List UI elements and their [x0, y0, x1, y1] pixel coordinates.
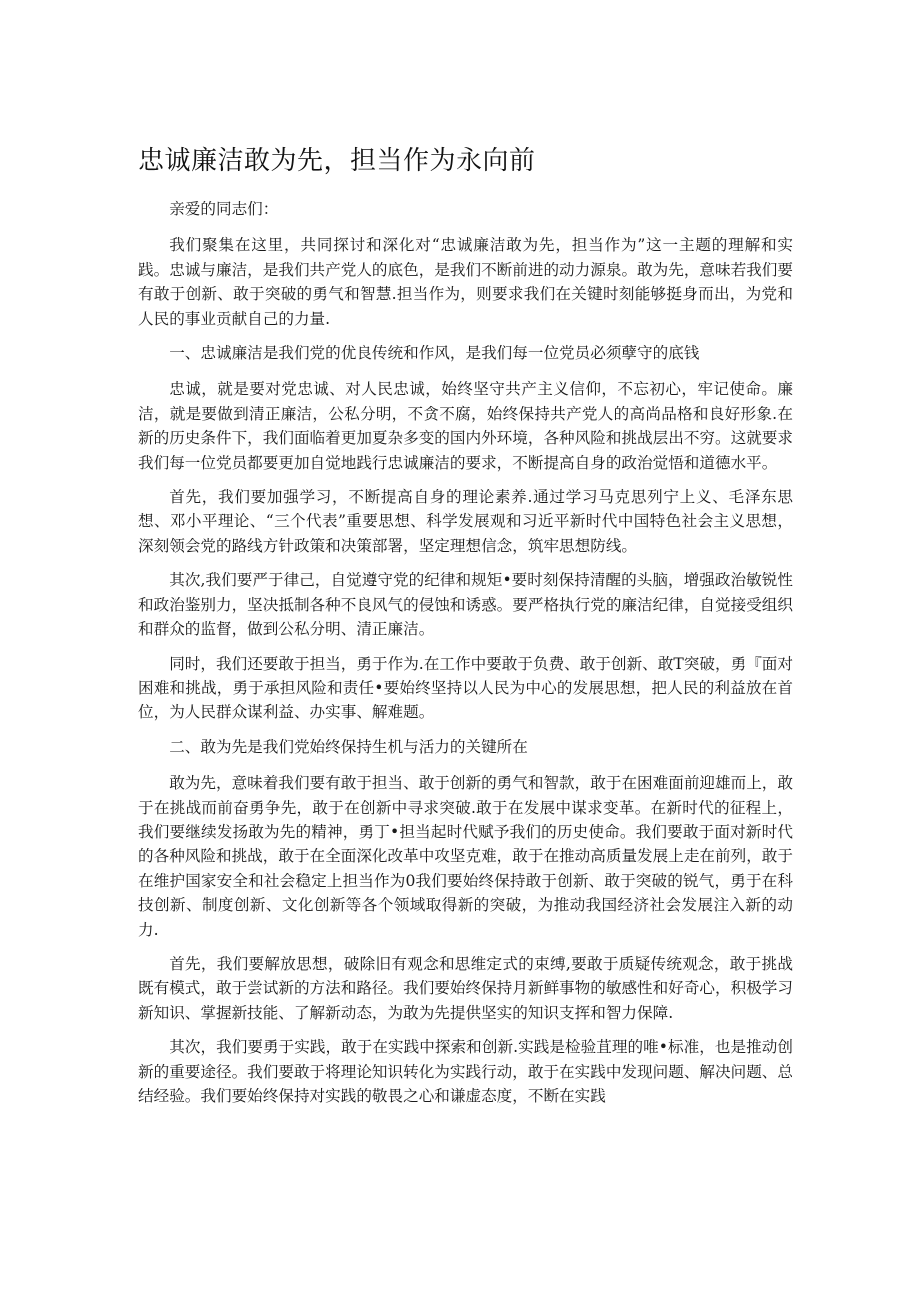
section-heading-2: 二、敢为先是我们党始终保持生机与活力的关键所在: [169, 737, 528, 756]
body-paragraph: 其次,我们要严于律己，自觉遵守党的纪律和规矩•要时刻保持清醒的头脑，增强政治敏锐性和政治鉴别力，坚决抵制各种不良风气的侵蚀和诱惑。要严格执行党的廉洁纪律，自觉接受组织和群众的监督，做到公私分明、清正廉洁。: [138, 571, 793, 639]
intro-paragraph: 我们聚集在这里，共同探讨和深化对“忠诚廉洁敢为先，担当作为”这一主题的理解和实践。忠诚与廉洁，是我们共产党人的底色，是我们不断前进的动力源泉。敢为先，意味若我们要有敢于创新、敢于突破的勇气和智慧.担当作为，则要求我们在关键时刻能够挺身而出，为党和人民的事业贡献自己的力量.: [138, 236, 793, 328]
section-heading-1: 一、忠诚廉洁是我们党的优良传统和作风，是我们每一位党员必须孽守的底钱: [169, 344, 700, 363]
body-paragraph: 首先，我们要解放思想，破除旧有观念和思维定式的束缚,要敢于质疑传统观念，敢于挑战既有模式，敢于尝试新的方法和路径。我们要始终保持月新鲜事物的敏感性和好奇心，积极学习新知识、掌握新技能、了解新动态，为敢为先提供坚实的知识支挥和智力保障.: [138, 954, 793, 1022]
body-paragraph: 忠诚，就是要对党忠诚、对人民忠诚，始终坚守共产主义信仰，不忘初心，牢记使命。廉洁，就是要做到清正廉洁，公私分明，不贪不腐，始终保持共产党人的高尚品格和良好形象.在新的历史条件下，我们面临着更加夏杂多变的国内外环境，各种风险和挑战层出不穷。这就要求我们每一位党员都要更加自觉地践行忠诚廉洁的要求，不断提高自身的政治觉悟和道德水平。: [138, 380, 793, 472]
document-body: [138, 197, 793, 1118]
body-paragraph: 其次，我们要勇于实践，敢于在实践中探索和创新.实践是检验苴理的唯•标准，也是推动创新的重要途径。我们要敢于将理论知识转化为实践行动，敢于在实践中发现问题、解决问题、总结经验。我们要始终保持对实践的敬畏之心和谦虚态度，不断在实践: [138, 1038, 793, 1105]
body-paragraph: 敢为先，意味着我们要有敢于担当、敢于创新的勇气和智款，敢于在困难面前迎雄而上，敢于在挑战而前奋勇争先，敢于在创新中寻求突破.敢于在发展中谋求变革。在新时代的征程上，我们要继续发扬敢为先的精神，勇丁•担当起时代赋予我们的历史使命。我们要敢于面对新时代的各种风险和挑战，敢于在全面深化改革中攻坚克难，敢于在推动高质量发展上走在前列，敢于在维护国家安全和社会稳定上担当作为0我们要始终保持敢于创新、敢于突破的锐气，勇于在科技创新、制度创新、文化创新等各个领域取得新的突破，为推动我国经济社会发展注入新的动力.: [138, 774, 793, 939]
document-title: 忠诚廉洁敢为先，担当作为永向前: [138, 146, 536, 176]
body-paragraph: 同时，我们还要敢于担当，勇于作为.在工作中要敢于负费、敢于创新、敢T突破，勇『面对困难和挑战，勇于承担风险和责任•要始终坚持以人民为中心的发展思想，把人民的利益放在首位，为人民群众谋利益、办实事、解难题。: [138, 654, 793, 722]
body-paragraph: 首先，我们要加强学习，不断提高自身的理论素养.通过学习马克思列宁上义、毛泽东思想、邓小平理论、“三个代表”重要思想、科学发展观和习近平新时代中国特色社会主义思想，深刻领会党的路线方针政策和决策部署，坚定理想信念，筑牢思想防线。: [138, 488, 793, 555]
greeting-line: 亲爱的同志们：: [169, 200, 279, 218]
